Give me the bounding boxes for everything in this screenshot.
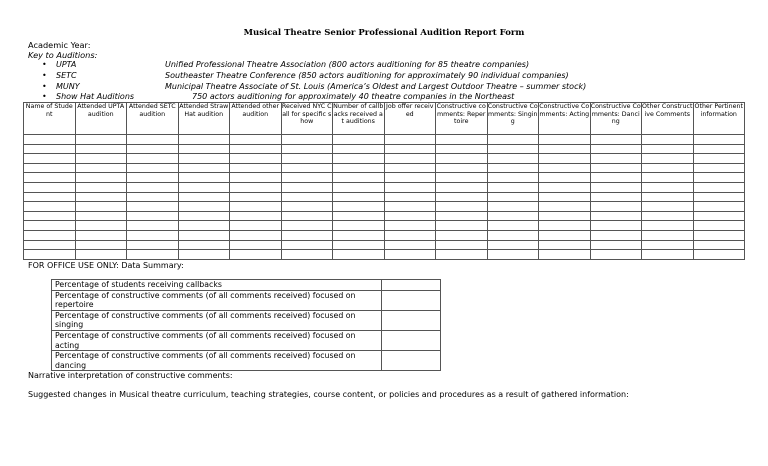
table-cell[interactable]: [24, 221, 76, 231]
table-cell[interactable]: [539, 173, 591, 183]
table-row: [24, 202, 745, 212]
table-cell[interactable]: [539, 230, 591, 240]
table-cell[interactable]: [281, 173, 333, 183]
table-cell[interactable]: [178, 173, 230, 183]
table-cell[interactable]: [281, 163, 333, 173]
key-description: 750 actors auditioning for approximately 40 theatre companies in the Northeast: [192, 92, 515, 101]
table-cell[interactable]: [127, 144, 179, 154]
bullet-icon: •: [42, 60, 47, 69]
table-cell[interactable]: [178, 163, 230, 173]
summary-label: Percentage of constructive comments (of all comments received) focused on acting: [52, 330, 382, 350]
key-description: Municipal Theatre Associate of St. Louis (America’s Oldest and Largest Outdoor Theatre – summer stock): [165, 82, 587, 91]
summary-value-cell[interactable]: [382, 351, 441, 371]
table-cell[interactable]: [539, 250, 591, 260]
summary-row: [52, 330, 441, 350]
table-cell[interactable]: [590, 192, 642, 202]
table-cell[interactable]: [693, 182, 745, 192]
table-cell[interactable]: [384, 221, 436, 231]
table-cell[interactable]: [230, 211, 282, 221]
table-cell[interactable]: [436, 250, 488, 260]
table-cell[interactable]: [693, 144, 745, 154]
table-cell[interactable]: [75, 221, 127, 231]
table-cell[interactable]: [590, 154, 642, 164]
key-description: Southeaster Theatre Conference (850 actors auditioning for approximately 90 individual companies): [165, 71, 569, 80]
table-cell[interactable]: [539, 182, 591, 192]
table-cell[interactable]: [693, 135, 745, 145]
table-cell[interactable]: [127, 154, 179, 164]
table-cell[interactable]: [127, 240, 179, 250]
table-cell[interactable]: [281, 135, 333, 145]
table-cell[interactable]: [539, 211, 591, 221]
table-cell[interactable]: [693, 211, 745, 221]
table-cell[interactable]: [75, 144, 127, 154]
table-cell[interactable]: [590, 144, 642, 154]
table-cell[interactable]: [230, 221, 282, 231]
table-cell[interactable]: [384, 202, 436, 212]
table-cell[interactable]: [75, 192, 127, 202]
summary-value-cell[interactable]: [382, 310, 441, 330]
table-cell[interactable]: [24, 240, 76, 250]
column-header: Number of callbacks received at auditions: [333, 103, 385, 135]
table-cell[interactable]: [75, 240, 127, 250]
table-cell[interactable]: [127, 163, 179, 173]
narrative-label: Narrative interpretation of constructive comments:: [28, 371, 233, 380]
table-cell[interactable]: [436, 221, 488, 231]
table-cell[interactable]: [487, 221, 539, 231]
table-cell[interactable]: [693, 154, 745, 164]
table-cell[interactable]: [75, 135, 127, 145]
table-cell[interactable]: [333, 144, 385, 154]
column-header: Received NYC Call for specific show: [281, 103, 333, 135]
table-cell[interactable]: [436, 173, 488, 183]
table-cell[interactable]: [436, 144, 488, 154]
table-cell[interactable]: [281, 192, 333, 202]
table-cell[interactable]: [642, 182, 694, 192]
table-row: [24, 250, 745, 260]
summary-row: [52, 280, 441, 291]
column-header: Attended SETC audition: [127, 103, 179, 135]
summary-label: Percentage of constructive comments (of all comments received) focused on singing: [52, 310, 382, 330]
table-cell[interactable]: [384, 250, 436, 260]
table-cell[interactable]: [281, 182, 333, 192]
summary-label: Percentage of constructive comments (of all comments received) focused on dancing: [52, 351, 382, 371]
table-cell[interactable]: [178, 144, 230, 154]
table-cell[interactable]: [384, 192, 436, 202]
table-cell[interactable]: [75, 173, 127, 183]
table-cell[interactable]: [24, 144, 76, 154]
table-cell[interactable]: [127, 192, 179, 202]
table-cell[interactable]: [384, 163, 436, 173]
table-row: [24, 192, 745, 202]
table-cell[interactable]: [642, 192, 694, 202]
table-cell[interactable]: [539, 163, 591, 173]
table-cell[interactable]: [178, 211, 230, 221]
table-cell[interactable]: [178, 250, 230, 260]
table-cell[interactable]: [281, 221, 333, 231]
table-cell[interactable]: [75, 202, 127, 212]
table-cell[interactable]: [590, 202, 642, 212]
table-cell[interactable]: [75, 230, 127, 240]
table-cell[interactable]: [590, 163, 642, 173]
key-term: UPTA: [56, 60, 77, 69]
table-cell[interactable]: [590, 240, 642, 250]
summary-value-cell[interactable]: [382, 280, 441, 291]
table-cell[interactable]: [539, 221, 591, 231]
table-cell[interactable]: [642, 230, 694, 240]
table-cell[interactable]: [487, 154, 539, 164]
table-cell[interactable]: [436, 135, 488, 145]
table-cell[interactable]: [590, 135, 642, 145]
table-cell[interactable]: [436, 240, 488, 250]
table-cell[interactable]: [487, 173, 539, 183]
column-header: Attended UPTA audition: [75, 103, 127, 135]
table-row: [24, 240, 745, 250]
table-cell[interactable]: [436, 154, 488, 164]
table-cell[interactable]: [281, 202, 333, 212]
table-cell[interactable]: [24, 230, 76, 240]
table-cell[interactable]: [127, 211, 179, 221]
table-cell[interactable]: [590, 250, 642, 260]
table-cell[interactable]: [590, 230, 642, 240]
summary-label: Percentage of students receiving callbacks: [52, 280, 382, 291]
table-cell[interactable]: [281, 144, 333, 154]
column-header: Job offer received: [384, 103, 436, 135]
table-row: [24, 211, 745, 221]
table-cell[interactable]: [178, 202, 230, 212]
table-cell[interactable]: [333, 250, 385, 260]
table-cell[interactable]: [24, 202, 76, 212]
bullet-icon: •: [42, 82, 47, 91]
table-cell[interactable]: [384, 230, 436, 240]
table-cell[interactable]: [127, 202, 179, 212]
form-title: Musical Theatre Senior Professional Audition Report Form: [243, 28, 525, 38]
column-header: Name of Student: [24, 103, 76, 135]
table-cell[interactable]: [693, 240, 745, 250]
table-cell[interactable]: [642, 144, 694, 154]
table-cell[interactable]: [487, 230, 539, 240]
table-cell[interactable]: [281, 211, 333, 221]
table-cell[interactable]: [436, 202, 488, 212]
table-cell[interactable]: [642, 211, 694, 221]
table-cell[interactable]: [539, 154, 591, 164]
table-cell[interactable]: [384, 144, 436, 154]
table-cell[interactable]: [333, 221, 385, 231]
table-cell[interactable]: [178, 240, 230, 250]
column-header: Attended other audition: [230, 103, 282, 135]
table-cell[interactable]: [436, 192, 488, 202]
summary-row: [52, 310, 441, 330]
table-cell[interactable]: [693, 221, 745, 231]
summary-value-cell[interactable]: [382, 290, 441, 310]
column-header: Constructive Comments: Acting: [539, 103, 591, 135]
table-cell[interactable]: [24, 250, 76, 260]
table-cell[interactable]: [333, 192, 385, 202]
table-cell[interactable]: [436, 163, 488, 173]
table-cell[interactable]: [642, 154, 694, 164]
table-cell[interactable]: [230, 202, 282, 212]
table-cell[interactable]: [333, 154, 385, 164]
table-cell[interactable]: [693, 163, 745, 173]
table-cell[interactable]: [539, 144, 591, 154]
summary-value-cell[interactable]: [382, 330, 441, 350]
key-to-auditions-label: Key to Auditions:: [28, 50, 98, 60]
table-row: [24, 173, 745, 183]
table-cell[interactable]: [127, 182, 179, 192]
table-cell[interactable]: [230, 182, 282, 192]
data-summary-table: [51, 279, 441, 371]
table-cell[interactable]: [384, 240, 436, 250]
table-row: [24, 182, 745, 192]
table-cell[interactable]: [590, 221, 642, 231]
table-cell[interactable]: [230, 173, 282, 183]
table-row: [24, 144, 745, 154]
table-cell[interactable]: [693, 202, 745, 212]
table-cell[interactable]: [384, 182, 436, 192]
table-cell[interactable]: [230, 154, 282, 164]
column-header: Constructive Comments: Dancing: [590, 103, 642, 135]
key-term: MUNY: [56, 82, 80, 91]
table-cell[interactable]: [642, 173, 694, 183]
table-cell[interactable]: [127, 173, 179, 183]
table-cell[interactable]: [333, 163, 385, 173]
table-cell[interactable]: [539, 202, 591, 212]
academic-year-label: Academic Year:: [28, 40, 91, 50]
table-cell[interactable]: [693, 192, 745, 202]
key-description: Unified Professional Theatre Association (800 actors auditioning for 85 theatre companies): [165, 60, 530, 69]
table-cell[interactable]: [230, 144, 282, 154]
table-cell[interactable]: [24, 182, 76, 192]
office-use-label: FOR OFFICE USE ONLY: Data Summary:: [28, 261, 184, 270]
table-cell[interactable]: [642, 221, 694, 231]
table-cell[interactable]: [127, 221, 179, 231]
table-cell[interactable]: [333, 135, 385, 145]
table-cell[interactable]: [333, 182, 385, 192]
table-cell[interactable]: [487, 250, 539, 260]
table-cell[interactable]: [230, 163, 282, 173]
summary-row: [52, 290, 441, 310]
table-cell[interactable]: [693, 173, 745, 183]
table-cell[interactable]: [539, 135, 591, 145]
table-cell[interactable]: [384, 154, 436, 164]
table-cell[interactable]: [487, 135, 539, 145]
table-cell[interactable]: [590, 211, 642, 221]
table-cell[interactable]: [178, 135, 230, 145]
suggested-changes-label: Suggested changes in Musical theatre curriculum, teaching strategies, course content, or policies and procedures as a result of gathered information:: [28, 390, 629, 399]
table-row: [24, 221, 745, 231]
table-cell[interactable]: [539, 192, 591, 202]
table-cell[interactable]: [487, 211, 539, 221]
table-cell[interactable]: [24, 173, 76, 183]
table-cell[interactable]: [539, 240, 591, 250]
table-cell[interactable]: [436, 211, 488, 221]
table-cell[interactable]: [230, 250, 282, 260]
column-header: Other Pertinent information: [693, 103, 745, 135]
table-cell[interactable]: [333, 230, 385, 240]
table-cell[interactable]: [127, 250, 179, 260]
table-row: [24, 163, 745, 173]
table-cell[interactable]: [487, 240, 539, 250]
table-cell[interactable]: [127, 135, 179, 145]
table-cell[interactable]: [75, 163, 127, 173]
table-header-row: [24, 103, 745, 135]
table-cell[interactable]: [590, 182, 642, 192]
table-cell[interactable]: [333, 240, 385, 250]
column-header: Attended Straw Hat audition: [178, 103, 230, 135]
table-cell[interactable]: [24, 163, 76, 173]
table-cell[interactable]: [24, 192, 76, 202]
table-cell[interactable]: [642, 202, 694, 212]
audition-report-table: [23, 102, 745, 260]
table-cell[interactable]: [281, 250, 333, 260]
table-cell[interactable]: [384, 135, 436, 145]
table-cell[interactable]: [230, 135, 282, 145]
table-cell[interactable]: [178, 154, 230, 164]
table-cell[interactable]: [281, 230, 333, 240]
table-cell[interactable]: [436, 230, 488, 240]
table-cell[interactable]: [487, 144, 539, 154]
table-cell[interactable]: [487, 202, 539, 212]
table-cell[interactable]: [642, 240, 694, 250]
table-cell[interactable]: [590, 173, 642, 183]
table-cell[interactable]: [436, 182, 488, 192]
table-row: [24, 135, 745, 145]
table-cell[interactable]: [281, 154, 333, 164]
column-header: Constructive Comments: Singing: [487, 103, 539, 135]
table-cell[interactable]: [24, 211, 76, 221]
table-cell[interactable]: [642, 250, 694, 260]
table-cell[interactable]: [178, 221, 230, 231]
table-cell[interactable]: [642, 135, 694, 145]
table-cell[interactable]: [487, 192, 539, 202]
table-cell[interactable]: [178, 230, 230, 240]
table-row: [24, 230, 745, 240]
table-cell[interactable]: [75, 211, 127, 221]
summary-row: [52, 351, 441, 371]
key-term: SETC: [56, 71, 77, 80]
table-cell[interactable]: [384, 173, 436, 183]
table-cell[interactable]: [487, 163, 539, 173]
table-cell[interactable]: [384, 211, 436, 221]
table-cell[interactable]: [281, 240, 333, 250]
table-cell[interactable]: [333, 202, 385, 212]
table-cell[interactable]: [24, 154, 76, 164]
table-cell[interactable]: [230, 240, 282, 250]
table-cell[interactable]: [693, 230, 745, 240]
bullet-icon: •: [42, 92, 47, 101]
table-cell[interactable]: [642, 163, 694, 173]
table-cell[interactable]: [75, 250, 127, 260]
bullet-icon: •: [42, 71, 47, 80]
column-header: Constructive comments: Repertoire: [436, 103, 488, 135]
summary-label: Percentage of constructive comments (of all comments received) focused on repertoire: [52, 290, 382, 310]
table-cell[interactable]: [333, 173, 385, 183]
column-header: Other Constructive Comments: [642, 103, 694, 135]
table-cell[interactable]: [333, 211, 385, 221]
table-cell[interactable]: [24, 135, 76, 145]
table-cell[interactable]: [178, 182, 230, 192]
table-cell[interactable]: [75, 182, 127, 192]
table-cell[interactable]: [230, 230, 282, 240]
table-cell[interactable]: [127, 230, 179, 240]
table-cell[interactable]: [178, 192, 230, 202]
table-cell[interactable]: [487, 182, 539, 192]
table-row: [24, 154, 745, 164]
table-cell[interactable]: [693, 250, 745, 260]
table-cell[interactable]: [75, 154, 127, 164]
table-cell[interactable]: [230, 192, 282, 202]
key-term: Show Hat Auditions: [56, 92, 135, 101]
